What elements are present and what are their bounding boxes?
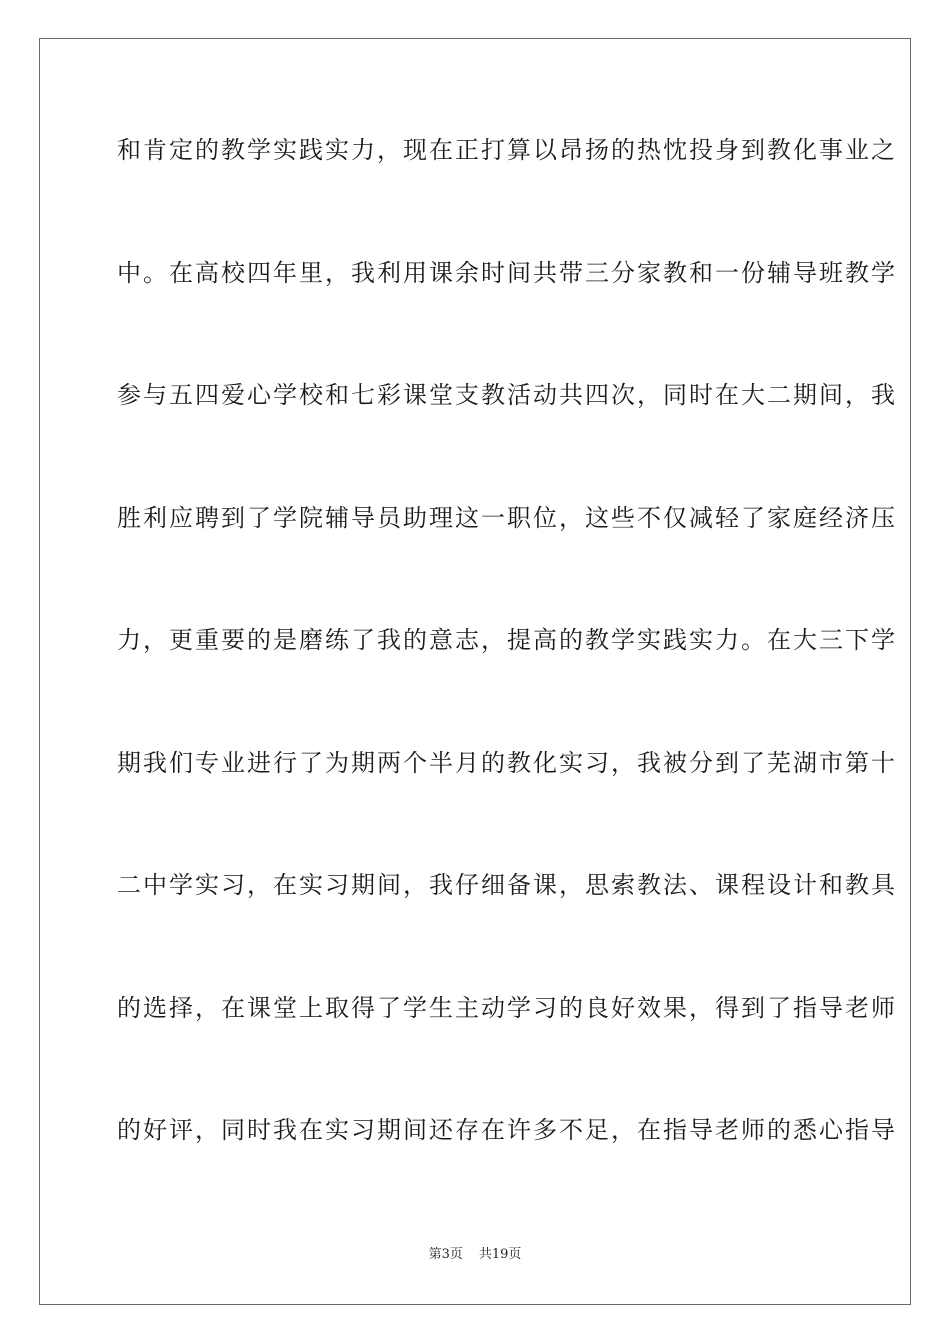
text-line-3: 参与五四爱心学校和七彩课堂支教活动共四次，同时在大二期间，我 (117, 381, 897, 409)
body-text (117, 130, 897, 1233)
page-footer (0, 1245, 950, 1265)
text-line-5: 力，更重要的是磨练了我的意志，提高的教学实践实力。在大三下学 (117, 626, 897, 654)
text-line-1: 和肯定的教学实践实力，现在正打算以昂扬的热忱投身到教化事业之 (117, 136, 897, 164)
text-line-8: 的选择，在课堂上取得了学生主动学习的良好效果，得到了指导老师 (117, 993, 897, 1022)
text-line-7: 二中学实习，在实习期间，我仔细备课，思索教法、课程设计和教具 (117, 871, 897, 899)
text-line-6: 期我们专业进行了为期两个半月的教化实习，我被分到了芜湖市第十 (117, 748, 897, 777)
text-line-2: 中。在高校四年里，我利用课余时间共带三分家教和一份辅导班教学 (117, 258, 897, 287)
text-line-9: 的好评，同时我在实习期间还存在许多不足，在指导老师的悉心指导 (117, 1116, 897, 1144)
text-line-4: 胜利应聘到了学院辅导员助理这一职位，这些不仅减轻了家庭经济压 (117, 503, 897, 532)
total-pages: 共19页 (478, 1247, 522, 1262)
current-page-number: 第3页 (428, 1247, 463, 1262)
